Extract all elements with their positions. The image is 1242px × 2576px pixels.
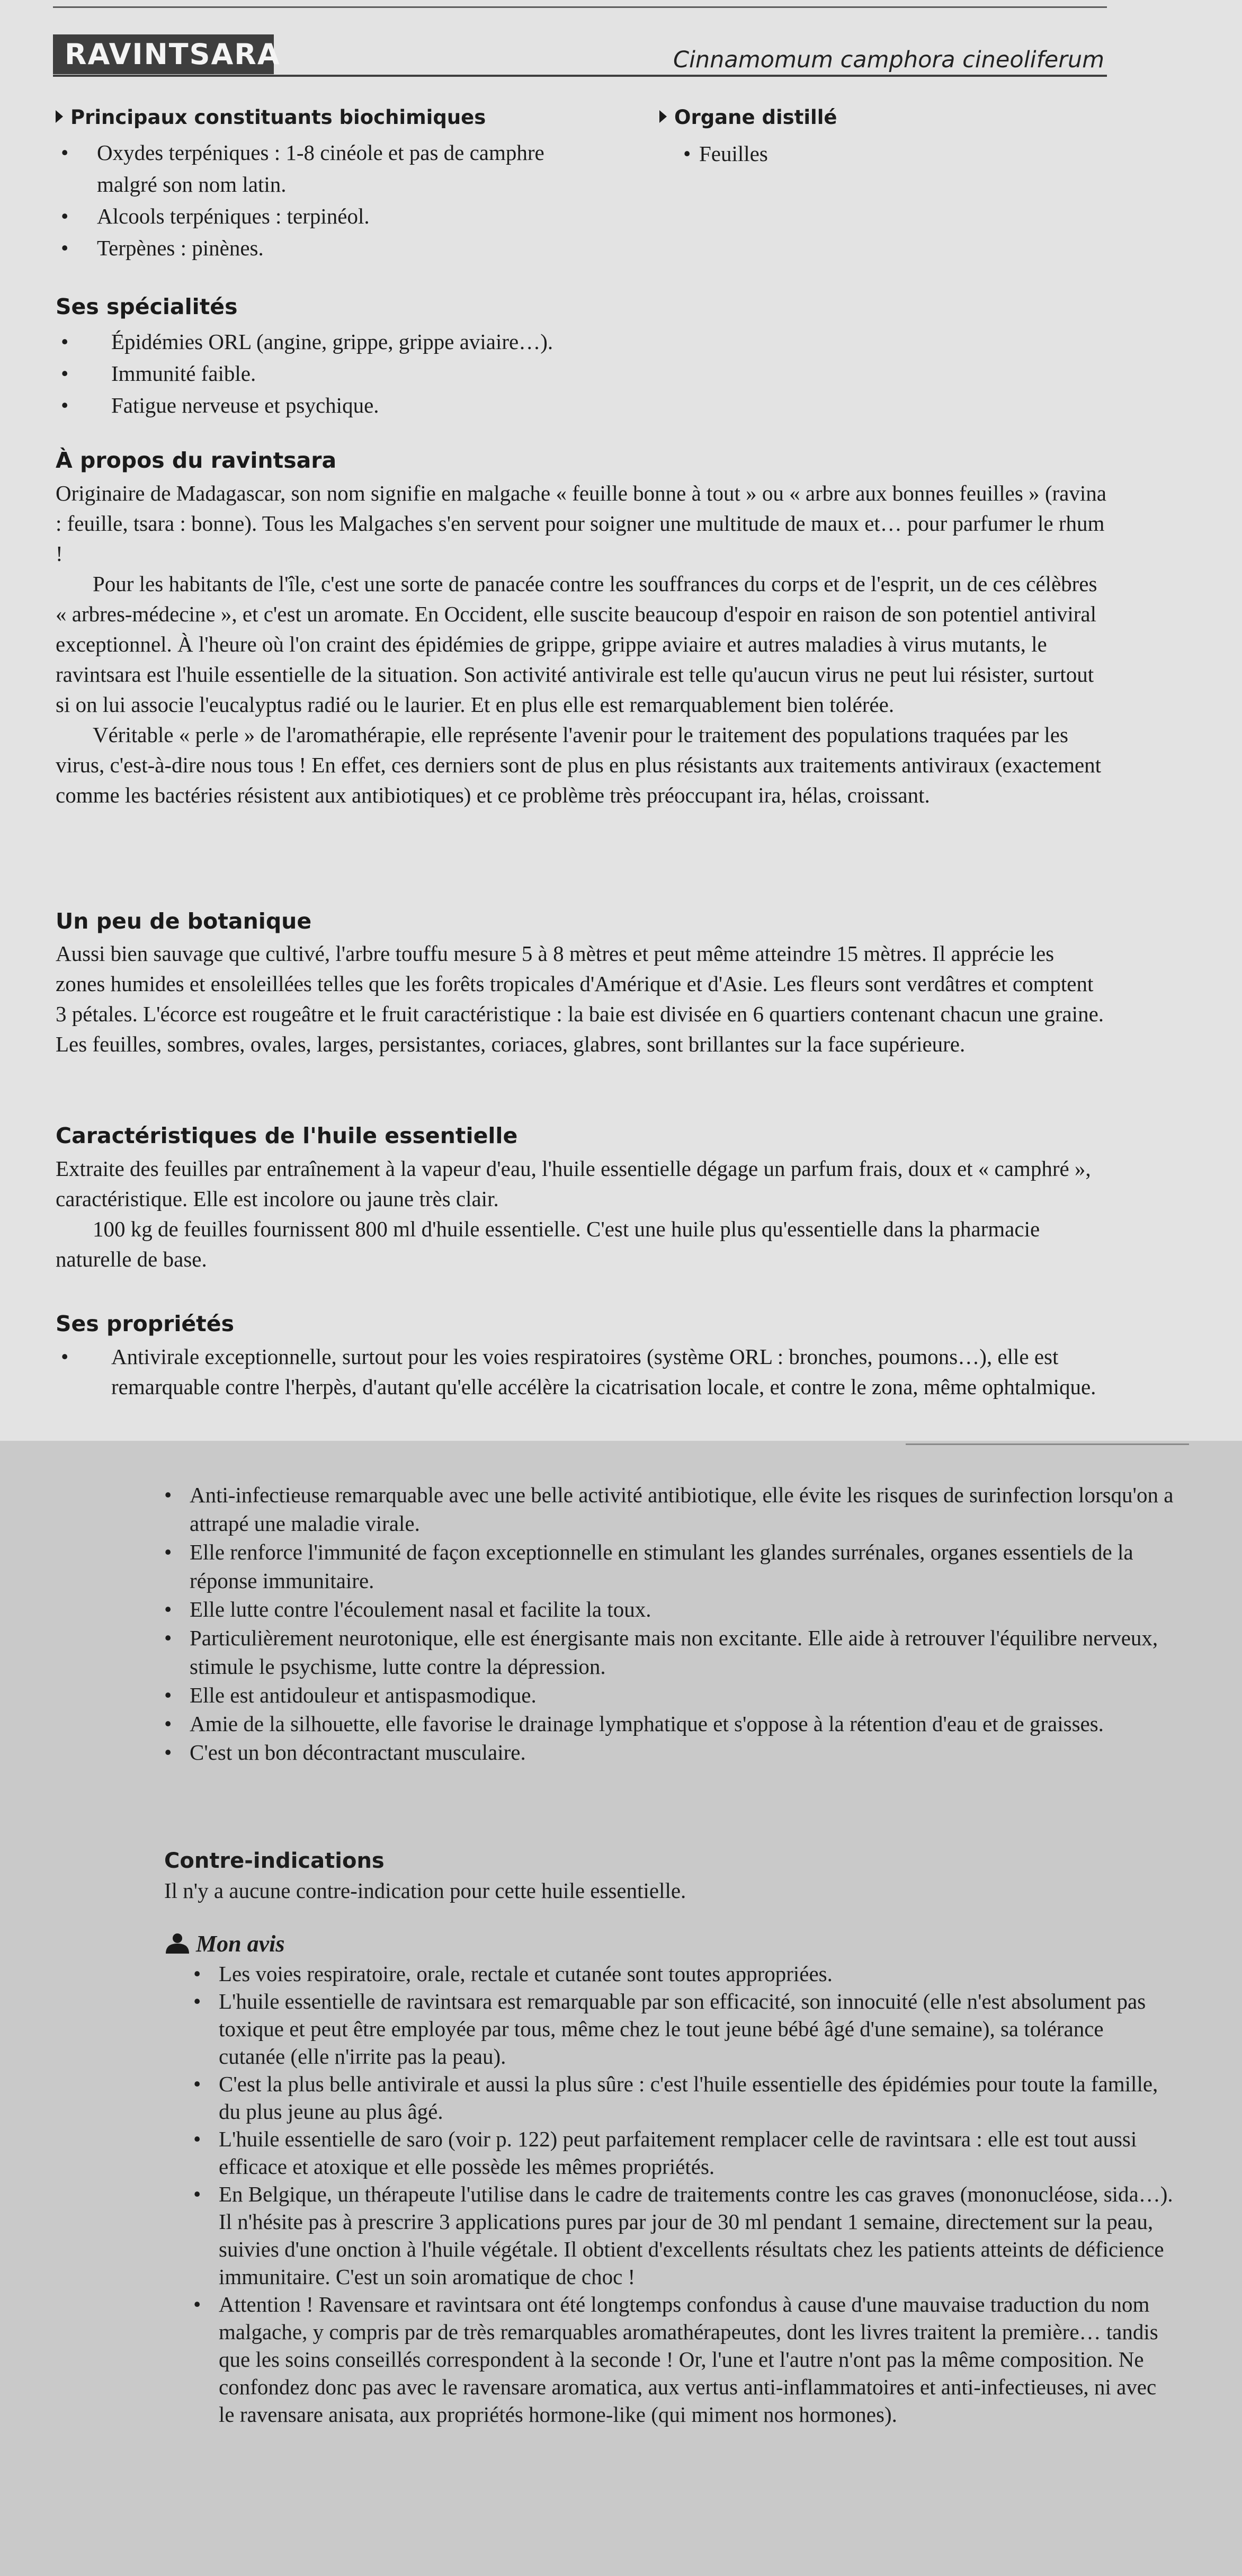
page-title: RAVINTSARA [53,34,274,74]
list-item: • C'est un bon décontractant musculaire. [159,1738,1192,1767]
characteristics-paragraph-1: Extraite des feuilles par entraînement à la vapeur d'eau, l'huile essentielle dégage un parfum frais, doux et « camphré », caractéristique. Elle est incolore ou jaune très clair. [56,1156,1091,1211]
organ-heading: Organe distillé [659,106,837,129]
list-item: • Oxydes terpéniques : 1-8 cinéole et pas de camphre malgré son nom latin. [56,137,585,200]
botany-heading: Un peu de botanique [56,908,312,934]
specialities-list [56,326,1107,421]
list-item: • Épidémies ORL (angine, grippe, grippe aviaire…). [56,326,1107,358]
properties-list-top [56,1342,1107,1402]
contraindications-heading: Contre-indications [164,1849,385,1873]
section-rule [906,1443,1189,1445]
list-item: • Alcools terpéniques : terpinéol. [56,200,585,232]
specialities-heading: Ses spécialités [56,294,238,319]
list-item: • Elle renforce l'immunité de façon exceptionnelle en stimulant les glandes surrénales, organes essentiels de la réponse immunitaire. [159,1538,1192,1595]
about-body [56,478,1107,810]
properties-heading: Ses propriétés [56,1311,234,1336]
characteristics-body [56,1154,1107,1274]
about-paragraph-2: Pour les habitants de l'île, c'est une sorte de panacée contre les souffrances du corps et de l'esprit, un de ces célèbres « arbres-médecine », et c'est un aromate. En Occident, elle suscite beaucoup d'espoir en raison de son potentiel antiviral exceptionnel. À l'heure où l'on craint des épidémies de grippe, grippe aviaire et autres maladies à virus mutants, le ravintsara est l'huile essentielle de la situation. Son activité antivirale est telle qu'aucun virus ne peut lui résister, surtout si on lui associe l'eucalyptus radié ou le laurier. Et en plus elle est remarquablement bien tolérée. [56,572,1097,717]
list-item: • Les voies respiratoire, orale, rectale et cutanée sont toutes appropriées. [188,1960,1173,1987]
avis-heading: Mon avis [164,1930,284,1957]
list-item: • L'huile essentielle de saro (voir p. 122) peut parfaitement remplacer celle de ravintsara : elle est tout aussi efficace et atoxique et elle possède les mêmes propriétés. [188,2125,1173,2180]
avis-list [188,1960,1173,2428]
about-paragraph-1: Originaire de Madagascar, son nom signifie en malgache « feuille bonne à tout » ou « arbre aux bonnes feuilles » (ravina : feuille, tsara : bonne). Tous les Malgaches s'en servent pour soigner une multitude de maux et… pour parfumer le rhum ! [56,481,1106,566]
characteristics-paragraph-2: 100 kg de feuilles fournissent 800 ml d'huile essentielle. C'est une huile plus qu'essentielle dans la pharmacie naturelle de base. [56,1217,1040,1271]
top-rule [53,6,1107,8]
list-item: • Immunité faible. [56,358,1107,389]
about-heading: À propos du ravintsara [56,448,337,473]
list-item: • En Belgique, un thérapeute l'utilise dans le cadre de traitements contre les cas graves (mononucléose, sida…). Il n'hésite pas à prescrire 3 applications pures par jour de 30 ml pendant 1 semaine, directement sur la peau, suivies d'une onction à l'huile végétale. Il obtient d'excellents résultats chez les patients atteints de déficience immunitaire. C'est un soin aromatique de choc ! [188,2180,1173,2290]
characteristics-heading: Caractéristiques de l'huile essentielle [56,1123,518,1148]
list-item: • C'est la plus belle antivirale et aussi la plus sûre : c'est l'huile essentielle des épidémies pour toute la famille, du plus jeune au plus âgé. [188,2070,1173,2125]
list-item: • Amie de la silhouette, elle favorise le drainage lymphatique et s'oppose à la rétention d'eau et de graisses. [159,1709,1192,1738]
triangle-icon [56,110,63,123]
about-paragraph-3: Véritable « perle » de l'aromathérapie, elle représente l'avenir pour le traitement des populations traquées par les virus, c'est-à-dire nous tous ! En effet, ces derniers sont de plus en plus résistants aux traitements antiviraux (exactement comme les bactéries résistent aux antibiotiques) et ce problème très préoccupant ira, hélas, croissant. [56,723,1102,807]
botany-body [56,939,1107,1059]
constituents-heading: Principaux constituants biochimiques [56,106,486,129]
list-item: • Antivirale exceptionnelle, surtout pour les voies respiratoires (système ORL : bronches, poumons…), elle est remarquable contre l'herpès, d'autant qu'elle accélère la cicatrisation locale, et contre le zona, même ophtalmique. [56,1342,1107,1402]
latin-name: Cinnamomum camphora cineoliferum [673,47,1104,73]
list-item: • Elle lutte contre l'écoulement nasal et facilite la toux. [159,1595,1192,1624]
list-item: • Terpènes : pinènes. [56,232,585,264]
list-item: • Fatigue nerveuse et psychique. [56,389,1107,421]
properties-list [159,1481,1192,1767]
constituents-list [56,137,585,264]
list-item: • Elle est antidouleur et antispasmodique. [159,1681,1192,1709]
list-item: • L'huile essentielle de ravintsara est remarquable par son efficacité, son innocuité (elle n'est absolument pas toxique et peut être employée par tous, même chez le tout jeune bébé âgé d'une semaine), sa tolérance cutanée (elle n'irrite pas la peau). [188,1987,1173,2070]
triangle-icon [659,110,667,123]
contraindications-text: Il n'y a aucune contre-indication pour cette huile essentielle. [164,1878,686,1903]
list-item: • Attention ! Ravensare et ravintsara ont été longtemps confondus à cause d'une mauvaise traduction du nom malgache, y compris par de très remarquables aromathérapeutes, dont les livres traitent la première… tandis que les soins conseillés correspondent à la seconde ! Or, l'une et l'autre n'ont pas la même composition. Ne confondez donc pas avec le ravensare aromatica, aux vertus anti-inflammatoires et anti-infectieuses, ni avec le ravensare anisata, aux propriétés hormone-like (qui miment nos hormones). [188,2290,1173,2428]
organ-list [678,139,943,169]
title-rule [53,75,1107,77]
list-item: • Anti-infectieuse remarquable avec une belle activité antibiotique, elle évite les risques de surinfection lorsqu'on a attrapé une maladie virale. [159,1481,1192,1538]
botany-paragraph: Aussi bien sauvage que cultivé, l'arbre touffu mesure 5 à 8 mètres et peut même atteindre 15 mètres. Il apprécie les zones humides et ensoleillées telles que les forêts tropicales d'Amérique et d'Asie. Les fleurs sont verdâtres et comptent 3 pétales. L'écorce est rougeâtre et le fruit caractéristique : la baie est divisée en 6 quartiers contenant chacun une graine. Les feuilles, sombres, ovales, larges, persistantes, coriaces, glabres, sont brillantes sur la face supérieure. [56,941,1104,1056]
list-item: • Feuilles [678,139,943,169]
person-icon [164,1932,191,1954]
list-item: • Particulièrement neurotonique, elle est énergisante mais non excitante. Elle aide à retrouver l'équilibre nerveux, stimule le psychisme, lutte contre la dépression. [159,1624,1192,1681]
